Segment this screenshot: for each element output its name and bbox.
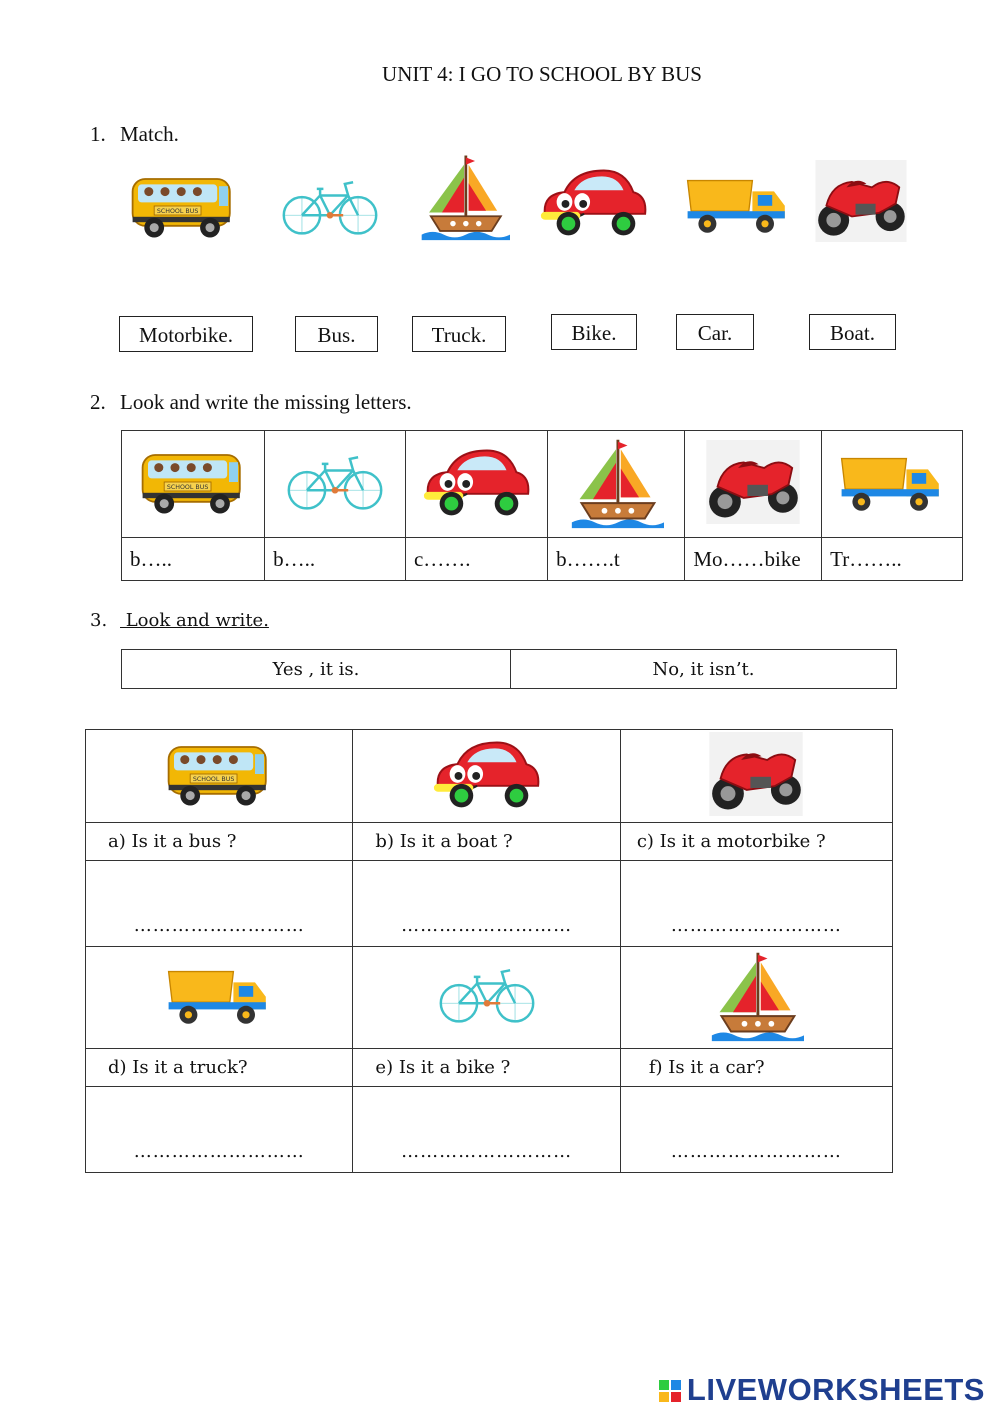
picture-cell [353,947,620,1049]
school-bus-icon [122,170,244,242]
bicycle-icon [272,174,388,240]
sailboat-icon [708,947,804,1043]
picture-cell [620,730,892,823]
word-box-car[interactable]: Car. [676,314,754,350]
motorbike-icon [815,160,907,242]
question-text: e) Is it a bike ? [353,1049,620,1087]
answer-field[interactable]: ……………………… [620,1087,892,1173]
motorbike-icon [706,440,800,524]
answer-field[interactable]: ……………………… [353,1087,620,1173]
picture-cell [265,431,406,538]
answer-field[interactable]: ……………………… [353,861,620,947]
school-bus-icon [132,446,254,518]
missing-letters-field[interactable]: b….. [265,538,406,581]
answer-field[interactable]: ……………………… [86,861,353,947]
answer-field[interactable]: ……………………… [86,1087,353,1173]
picture-cell [353,730,620,823]
motorbike-icon [709,732,803,816]
picture-cell [405,431,547,538]
picture-cell [122,431,265,538]
missing-letters-field[interactable]: Tr…….. [822,538,963,581]
page-title: UNIT 4: I GO TO SCHOOL BY BUS [382,62,702,86]
option-yes: Yes , it is. [122,650,511,689]
answer-field[interactable]: ……………………… [620,861,892,947]
car-icon [418,442,536,522]
question-text: d) Is it a truck? [86,1049,353,1087]
bicycle-icon [431,962,543,1028]
word-box-bus[interactable]: Bus. [295,316,378,352]
dump-truck-icon [163,959,275,1031]
word-box-boat[interactable]: Boat. [809,314,896,350]
school-bus-icon [158,738,280,810]
liveworksheets-logo[interactable]: LIVEWORKSHEETS [659,1372,985,1408]
missing-letters-field[interactable]: Mo……bike [685,538,822,581]
question-text: b) Is it a boat ? [353,823,620,861]
car-icon [535,162,653,242]
option-no: No, it isn’t. [511,650,897,689]
missing-letters-field[interactable]: b….. [122,538,265,581]
liveworksheets-logo-icon [659,1380,683,1404]
car-icon [428,734,546,814]
section-1-heading: 1. Match. [90,122,179,146]
word-box-bike[interactable]: Bike. [551,314,637,350]
dump-truck-icon [682,168,794,240]
word-box-motorbike[interactable]: Motorbike. [119,316,253,352]
dump-truck-icon [836,446,948,518]
question-text: c) Is it a motorbike ? [620,823,892,861]
answer-options-table [121,649,897,689]
picture-cell [822,431,963,538]
word-box-truck[interactable]: Truck. [412,316,506,352]
missing-letters-field[interactable]: c……. [405,538,547,581]
picture-cell [548,431,685,538]
look-and-write-table [85,729,893,1173]
picture-cell [86,947,353,1049]
question-text: f) Is it a car? [620,1049,892,1087]
missing-letters-table [121,430,963,581]
section-3-heading: 3. Look and write. [90,610,269,631]
missing-letters-field[interactable]: b…….t [548,538,685,581]
picture-cell [620,947,892,1049]
picture-cell [685,431,822,538]
sailboat-icon [418,150,510,242]
picture-cell [86,730,353,823]
question-text: a) Is it a bus ? [86,823,353,861]
section-2-heading: 2. Look and write the missing letters. [90,390,412,414]
sailboat-icon [568,434,664,530]
bicycle-icon [279,449,391,515]
